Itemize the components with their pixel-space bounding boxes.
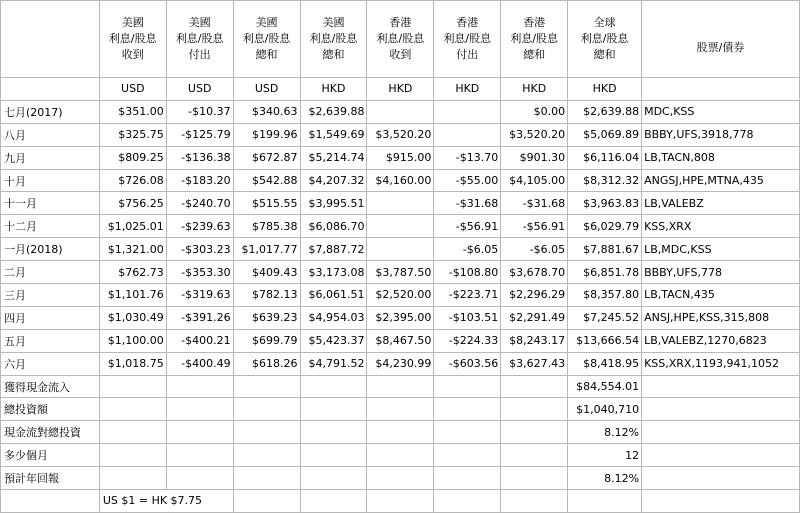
amount-cell: $351.00 (99, 100, 166, 123)
empty-cell (233, 467, 300, 490)
amount-cell: $3,520.20 (367, 123, 434, 146)
empty-cell (642, 375, 800, 398)
amount-cell: $5,423.37 (300, 329, 367, 352)
amount-cell: $762.73 (99, 261, 166, 284)
amount-cell (434, 100, 501, 123)
amount-cell: $8,418.95 (568, 352, 642, 375)
empty-cell (233, 490, 300, 513)
empty-cell (166, 421, 233, 444)
amount-cell: $4,954.03 (300, 306, 367, 329)
month-label: 二月 (1, 261, 100, 284)
amount-cell: $5,214.74 (300, 146, 367, 169)
currency-cell: USD (233, 78, 300, 101)
header-cell-1: 美國 利息/股息 收到 (99, 1, 166, 78)
empty-cell (233, 444, 300, 467)
amount-cell: -$319.63 (166, 284, 233, 307)
amount-cell: $1,321.00 (99, 238, 166, 261)
empty-cell (367, 444, 434, 467)
empty-cell (642, 490, 800, 513)
amount-cell: $915.00 (367, 146, 434, 169)
amount-cell: $4,105.00 (501, 169, 568, 192)
empty-cell (642, 421, 800, 444)
month-label: 六月 (1, 352, 100, 375)
amount-cell: $6,029.79 (568, 215, 642, 238)
amount-cell: -$183.20 (166, 169, 233, 192)
amount-cell: -$400.21 (166, 329, 233, 352)
amount-cell: $3,787.50 (367, 261, 434, 284)
table-row (1, 238, 800, 261)
holdings-cell: ANGSJ,HPE,MTNA,435 (642, 169, 800, 192)
amount-cell: $7,245.52 (568, 306, 642, 329)
amount-cell: -$10.37 (166, 100, 233, 123)
exchange-rate-note: US $1 = HK $7.75 (99, 490, 233, 513)
amount-cell: $4,230.99 (367, 352, 434, 375)
amount-cell: $1,017.77 (233, 238, 300, 261)
empty-cell (166, 375, 233, 398)
amount-cell: $6,086.70 (300, 215, 367, 238)
amount-cell: $7,881.67 (568, 238, 642, 261)
amount-cell (367, 100, 434, 123)
summary-label: 獲得現金流入 (1, 375, 100, 398)
amount-cell (367, 215, 434, 238)
empty-cell (367, 375, 434, 398)
table-row (1, 284, 800, 307)
table-row (1, 192, 800, 215)
amount-cell: $2,291.49 (501, 306, 568, 329)
empty-cell (300, 398, 367, 421)
amount-cell: -$31.68 (501, 192, 568, 215)
empty-cell (501, 490, 568, 513)
amount-cell: $3,627.43 (501, 352, 568, 375)
header-cell-3: 美國 利息/股息 總和 (233, 1, 300, 78)
amount-cell: $7,887.72 (300, 238, 367, 261)
amount-cell: -$56.91 (434, 215, 501, 238)
month-label: 八月 (1, 123, 100, 146)
amount-cell: $8,243.17 (501, 329, 568, 352)
summary-row (1, 444, 800, 467)
amount-cell: $3,995.51 (300, 192, 367, 215)
currency-cell (1, 78, 100, 101)
amount-cell: $1,030.49 (99, 306, 166, 329)
holdings-cell: LB,TACN,808 (642, 146, 800, 169)
empty-cell (642, 398, 800, 421)
table-row (1, 123, 800, 146)
amount-cell: -$223.71 (434, 284, 501, 307)
summary-value: $1,040,710 (568, 398, 642, 421)
empty-cell (99, 375, 166, 398)
amount-cell: -$6.05 (501, 238, 568, 261)
empty-cell (501, 467, 568, 490)
amount-cell: -$103.51 (434, 306, 501, 329)
empty-cell (99, 467, 166, 490)
amount-cell: $726.08 (99, 169, 166, 192)
empty-cell (233, 421, 300, 444)
amount-cell: $13,666.54 (568, 329, 642, 352)
header-cell-7: 香港 利息/股息 總和 (501, 1, 568, 78)
empty-cell (300, 490, 367, 513)
empty-cell (642, 444, 800, 467)
summary-row (1, 375, 800, 398)
amount-cell: $6,116.04 (568, 146, 642, 169)
amount-cell: -$108.80 (434, 261, 501, 284)
currency-cell (642, 78, 800, 101)
month-label: 四月 (1, 306, 100, 329)
amount-cell: $756.25 (99, 192, 166, 215)
summary-row (1, 467, 800, 490)
month-label: 九月 (1, 146, 100, 169)
table-row (1, 306, 800, 329)
empty-cell (99, 444, 166, 467)
table-row (1, 261, 800, 284)
holdings-cell: LB,VALEBZ (642, 192, 800, 215)
header-cell-6: 香港 利息/股息 付出 (434, 1, 501, 78)
holdings-cell: LB,TACN,435 (642, 284, 800, 307)
empty-cell (300, 375, 367, 398)
empty-cell (233, 375, 300, 398)
summary-row (1, 421, 800, 444)
empty-cell (501, 444, 568, 467)
currency-cell: HKD (300, 78, 367, 101)
empty-cell (166, 398, 233, 421)
holdings-cell: KSS,XRX,1193,941,1052 (642, 352, 800, 375)
amount-cell: -$224.33 (434, 329, 501, 352)
amount-cell: -$603.56 (434, 352, 501, 375)
amount-cell: $8,467.50 (367, 329, 434, 352)
amount-cell: $2,639.88 (300, 100, 367, 123)
amount-cell: -$239.63 (166, 215, 233, 238)
holdings-cell: ANSJ,HPE,KSS,315,808 (642, 306, 800, 329)
header-cell-0 (1, 1, 100, 78)
empty-cell (99, 398, 166, 421)
amount-cell: $5,069.89 (568, 123, 642, 146)
amount-cell: $0.00 (501, 100, 568, 123)
month-label: 七月(2017) (1, 100, 100, 123)
summary-value: 8.12% (568, 421, 642, 444)
amount-cell: -$31.68 (434, 192, 501, 215)
amount-cell: -$303.23 (166, 238, 233, 261)
currency-cell: HKD (501, 78, 568, 101)
month-label: 一月(2018) (1, 238, 100, 261)
empty-cell (501, 375, 568, 398)
amount-cell: -$136.38 (166, 146, 233, 169)
amount-cell: $542.88 (233, 169, 300, 192)
empty-cell (434, 375, 501, 398)
amount-cell: -$56.91 (501, 215, 568, 238)
amount-cell: $639.23 (233, 306, 300, 329)
header-cell-8: 全球 利息/股息 總和 (568, 1, 642, 78)
amount-cell: $8,312.32 (568, 169, 642, 192)
holdings-cell: LB,MDC,KSS (642, 238, 800, 261)
summary-label: 多少個月 (1, 444, 100, 467)
amount-cell: $672.87 (233, 146, 300, 169)
header-cell-9: 股票/債券 (642, 1, 800, 78)
empty-cell (367, 421, 434, 444)
empty-cell (233, 398, 300, 421)
month-label: 十月 (1, 169, 100, 192)
empty-cell (367, 467, 434, 490)
amount-cell: $699.79 (233, 329, 300, 352)
amount-cell: $4,160.00 (367, 169, 434, 192)
footnote-row (1, 490, 800, 513)
summary-value: $84,554.01 (568, 375, 642, 398)
amount-cell: $6,851.78 (568, 261, 642, 284)
empty-cell (1, 490, 100, 513)
currency-cell: HKD (568, 78, 642, 101)
table-row (1, 146, 800, 169)
empty-cell (166, 467, 233, 490)
amount-cell: $1,025.01 (99, 215, 166, 238)
holdings-cell: KSS,XRX (642, 215, 800, 238)
amount-cell: $782.13 (233, 284, 300, 307)
empty-cell (367, 490, 434, 513)
empty-cell (501, 421, 568, 444)
amount-cell: $3,678.70 (501, 261, 568, 284)
header-cell-5: 香港 利息/股息 收到 (367, 1, 434, 78)
currency-cell: USD (99, 78, 166, 101)
summary-label: 預計年回報 (1, 467, 100, 490)
amount-cell: $1,101.76 (99, 284, 166, 307)
amount-cell: -$400.49 (166, 352, 233, 375)
empty-cell (367, 398, 434, 421)
amount-cell: -$55.00 (434, 169, 501, 192)
empty-cell (501, 398, 568, 421)
amount-cell: $199.96 (233, 123, 300, 146)
amount-cell: $515.55 (233, 192, 300, 215)
empty-cell (434, 444, 501, 467)
amount-cell: $618.26 (233, 352, 300, 375)
empty-cell (434, 421, 501, 444)
amount-cell: -$13.70 (434, 146, 501, 169)
table-row (1, 169, 800, 192)
amount-cell: -$353.30 (166, 261, 233, 284)
summary-value: 12 (568, 444, 642, 467)
amount-cell: $1,100.00 (99, 329, 166, 352)
amount-cell (367, 238, 434, 261)
month-label: 十一月 (1, 192, 100, 215)
currency-cell: HKD (434, 78, 501, 101)
summary-label: 總投資額 (1, 398, 100, 421)
currency-cell: HKD (367, 78, 434, 101)
empty-cell (642, 467, 800, 490)
amount-cell: $901.30 (501, 146, 568, 169)
summary-row (1, 398, 800, 421)
summary-label: 現金流對總投資 (1, 421, 100, 444)
amount-cell: $785.38 (233, 215, 300, 238)
empty-cell (166, 444, 233, 467)
amount-cell: $3,520.20 (501, 123, 568, 146)
amount-cell: $4,791.52 (300, 352, 367, 375)
amount-cell: -$391.26 (166, 306, 233, 329)
amount-cell: -$6.05 (434, 238, 501, 261)
table-row (1, 352, 800, 375)
amount-cell: $2,639.88 (568, 100, 642, 123)
amount-cell (367, 192, 434, 215)
currency-cell: USD (166, 78, 233, 101)
amount-cell: -$125.79 (166, 123, 233, 146)
summary-value: 8.12% (568, 467, 642, 490)
amount-cell: $6,061.51 (300, 284, 367, 307)
amount-cell: $8,357.80 (568, 284, 642, 307)
amount-cell: $340.63 (233, 100, 300, 123)
amount-cell: $2,296.29 (501, 284, 568, 307)
amount-cell: $4,207.32 (300, 169, 367, 192)
header-row (1, 1, 800, 78)
amount-cell: $3,173.08 (300, 261, 367, 284)
amount-cell: $809.25 (99, 146, 166, 169)
holdings-cell: MDC,KSS (642, 100, 800, 123)
empty-cell (568, 490, 642, 513)
holdings-cell: BBBY,UFS,778 (642, 261, 800, 284)
amount-cell (434, 123, 501, 146)
empty-cell (99, 421, 166, 444)
holdings-cell: LB,VALEBZ,1270,6823 (642, 329, 800, 352)
empty-cell (300, 467, 367, 490)
empty-cell (434, 398, 501, 421)
amount-cell: $325.75 (99, 123, 166, 146)
amount-cell: $2,520.00 (367, 284, 434, 307)
amount-cell: $3,963.83 (568, 192, 642, 215)
empty-cell (434, 490, 501, 513)
month-label: 三月 (1, 284, 100, 307)
month-label: 五月 (1, 329, 100, 352)
empty-cell (300, 444, 367, 467)
header-cell-2: 美國 利息/股息 付出 (166, 1, 233, 78)
table-row (1, 215, 800, 238)
empty-cell (300, 421, 367, 444)
header-cell-4: 美國 利息/股息 總和 (300, 1, 367, 78)
amount-cell: -$240.70 (166, 192, 233, 215)
amount-cell: $1,018.75 (99, 352, 166, 375)
table-row (1, 329, 800, 352)
holdings-cell: BBBY,UFS,3918,778 (642, 123, 800, 146)
amount-cell: $409.43 (233, 261, 300, 284)
amount-cell: $2,395.00 (367, 306, 434, 329)
currency-row (1, 78, 800, 101)
amount-cell: $1,549.69 (300, 123, 367, 146)
month-label: 十二月 (1, 215, 100, 238)
empty-cell (434, 467, 501, 490)
table-row (1, 100, 800, 123)
